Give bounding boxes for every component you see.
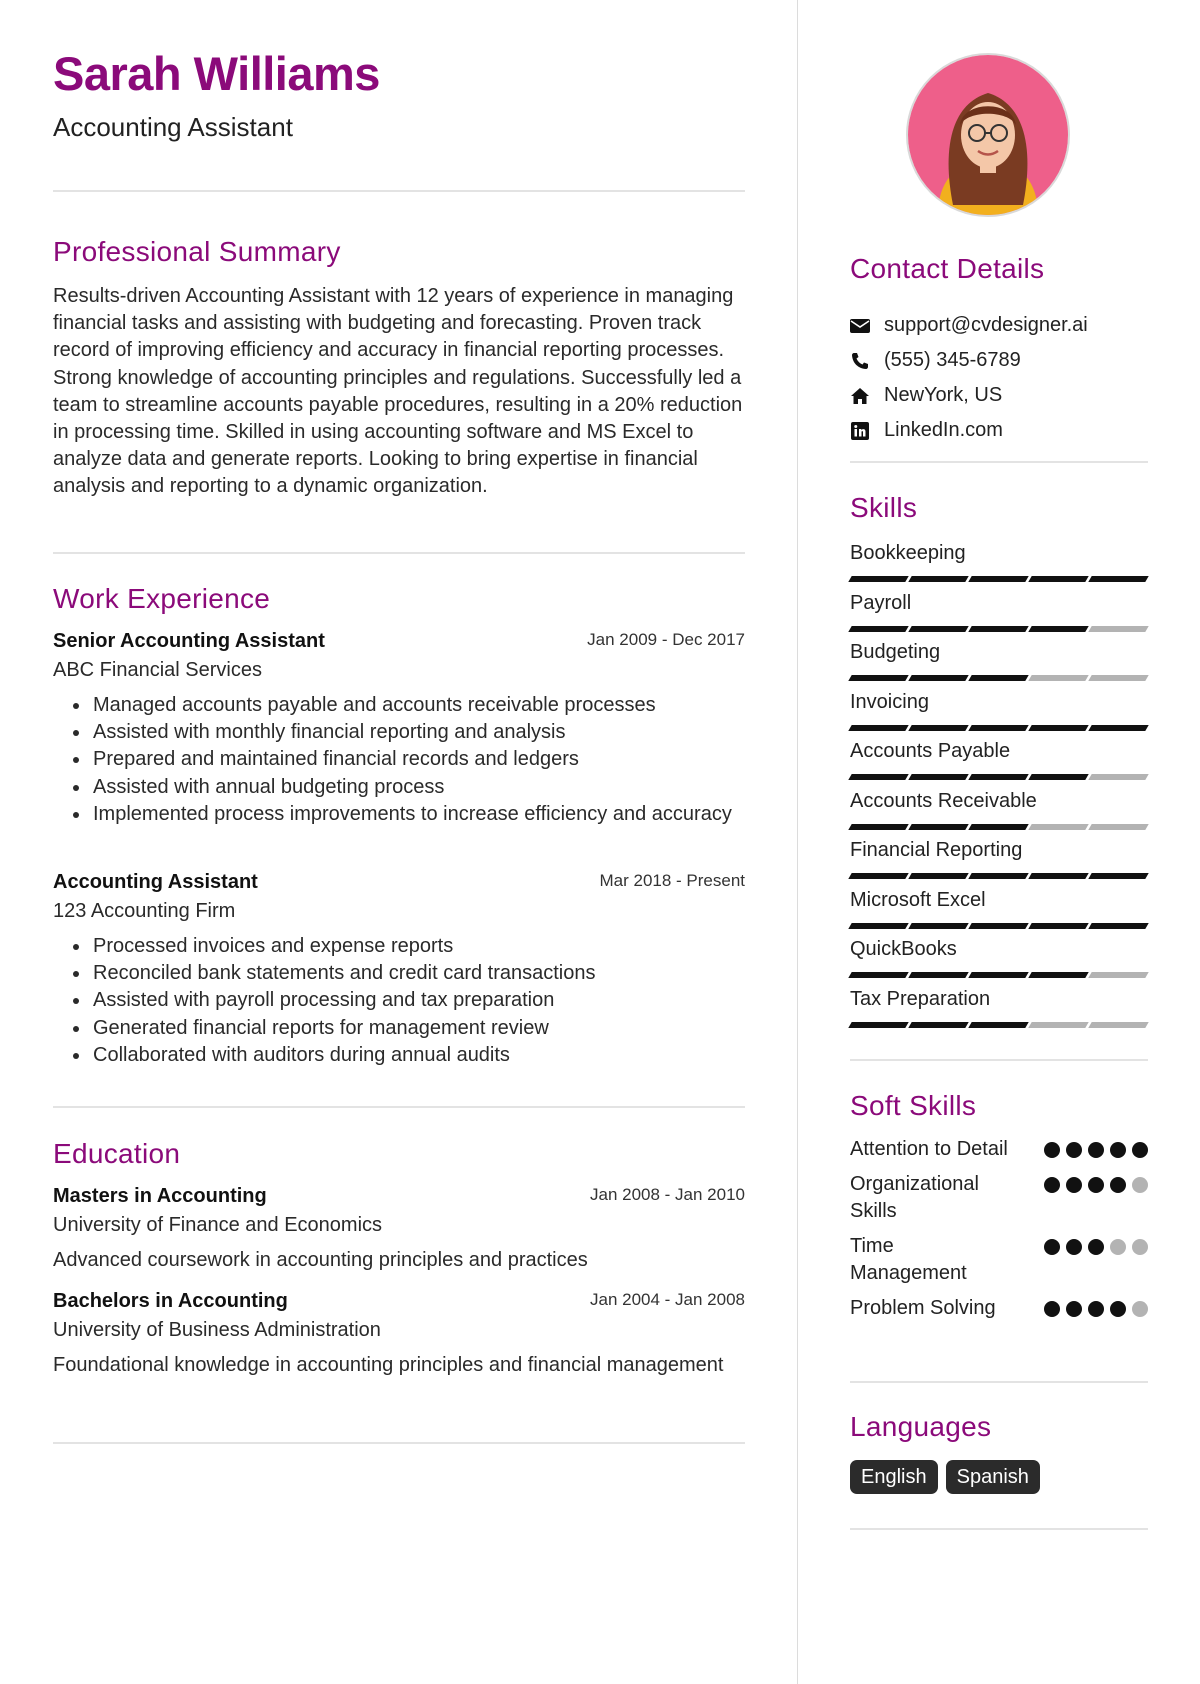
job-bullet: • Processed invoices and expense reports xyxy=(91,933,745,960)
soft-skill-rating xyxy=(1044,1136,1148,1158)
skill-level-segment xyxy=(908,576,968,582)
skill-level-segment xyxy=(1028,675,1088,681)
degree: Masters in Accounting xyxy=(53,1185,267,1207)
skill-item xyxy=(850,590,1148,640)
skill-level-segment xyxy=(908,923,968,929)
skill-level-segment xyxy=(908,824,968,830)
soft-skill-name: Attention to Detail xyxy=(850,1138,1008,1160)
job-role: Accounting Assistant xyxy=(53,871,258,893)
rating-dot xyxy=(1066,1239,1082,1255)
skill-level-segment xyxy=(848,774,908,780)
skill-level-segment xyxy=(968,824,1028,830)
rating-dot xyxy=(1088,1177,1104,1193)
contact-location-text: NewYork, US xyxy=(884,384,1003,406)
job-bullets xyxy=(53,933,745,1069)
rating-dot xyxy=(1044,1177,1060,1193)
summary-divider xyxy=(53,552,745,554)
skill-item xyxy=(850,837,1148,887)
rating-dot xyxy=(1088,1301,1104,1317)
job-bullet: • Managed accounts payable and accounts receivable processes xyxy=(91,692,745,719)
skill-level-bar xyxy=(850,626,1148,632)
languages-divider xyxy=(850,1528,1148,1530)
skill-level-bar xyxy=(850,774,1148,780)
job-bullet: • Reconciled bank statements and credit card transactions xyxy=(91,960,745,987)
column-divider xyxy=(797,0,798,1684)
education-entry xyxy=(53,1185,745,1274)
candidate-name: Sarah Williams xyxy=(53,47,380,100)
skill-level-segment xyxy=(968,1022,1028,1028)
language-tag: Spanish xyxy=(946,1460,1040,1494)
education-divider xyxy=(53,1442,745,1444)
job-company: 123 Accounting Firm xyxy=(53,900,236,922)
soft-skill-item xyxy=(850,1136,1148,1163)
skill-level-segment xyxy=(908,972,968,978)
experience-entry xyxy=(53,630,745,828)
skill-level-segment xyxy=(848,824,908,830)
contact-email-text: support@cvdesigner.ai xyxy=(884,314,1088,336)
languages-heading: Languages xyxy=(850,1411,992,1442)
skill-level-bar xyxy=(850,972,1148,978)
contact-phone[interactable] xyxy=(850,343,1148,378)
skill-level-segment xyxy=(848,576,908,582)
soft-skills-heading: Soft Skills xyxy=(850,1090,977,1121)
avatar-portrait xyxy=(908,55,1068,215)
soft-skill-name: Time Management xyxy=(850,1235,967,1284)
job-bullet: • Assisted with payroll processing and tax preparation xyxy=(91,987,745,1014)
rating-dot xyxy=(1110,1301,1126,1317)
rating-dot xyxy=(1110,1239,1126,1255)
job-company: ABC Financial Services xyxy=(53,659,262,681)
skill-level-bar xyxy=(850,725,1148,731)
education-dates: Jan 2008 - Jan 2010 xyxy=(589,1185,745,1204)
rating-dot xyxy=(1066,1301,1082,1317)
soft-skills-list xyxy=(850,1136,1148,1330)
soft-skill-name: Organizational Skills xyxy=(850,1173,979,1222)
contact-email[interactable] xyxy=(850,308,1148,343)
skill-level-segment xyxy=(1028,576,1088,582)
soft-skill-rating xyxy=(1044,1295,1148,1317)
skill-level-segment xyxy=(1088,1022,1148,1028)
rating-dot xyxy=(1066,1177,1082,1193)
experience-entry xyxy=(53,871,745,1069)
skill-level-segment xyxy=(908,725,968,731)
job-dates: Mar 2018 - Present xyxy=(599,871,745,890)
contact-list xyxy=(850,308,1148,448)
contact-phone-text: (555) 345-6789 xyxy=(884,349,1021,371)
skill-level-segment xyxy=(1088,774,1148,780)
skill-level-segment xyxy=(908,1022,968,1028)
skill-level-segment xyxy=(968,725,1028,731)
skill-item xyxy=(850,788,1148,838)
skill-level-segment xyxy=(968,774,1028,780)
phone-icon xyxy=(850,351,870,371)
skills-heading: Skills xyxy=(850,492,918,523)
skill-level-segment xyxy=(968,675,1028,681)
education-dates: Jan 2004 - Jan 2008 xyxy=(589,1290,745,1309)
skill-name: Financial Reporting xyxy=(850,839,1023,861)
education-description: Foundational knowledge in accounting principles and financial management xyxy=(53,1354,724,1376)
skill-level-segment xyxy=(908,626,968,632)
envelope-icon xyxy=(850,316,870,336)
contact-heading: Contact Details xyxy=(850,253,1045,284)
soft-skill-rating xyxy=(1044,1233,1148,1255)
rating-dot xyxy=(1088,1142,1104,1158)
skill-name: Microsoft Excel xyxy=(850,888,986,911)
contact-linkedin-text: LinkedIn.com xyxy=(884,419,1003,441)
skill-level-bar xyxy=(850,873,1148,879)
skill-name: Bookkeeping xyxy=(850,542,966,564)
skill-level-segment xyxy=(1088,972,1148,978)
education-entry xyxy=(53,1290,745,1379)
soft-skills-divider xyxy=(850,1381,1148,1383)
rating-dot xyxy=(1132,1239,1148,1255)
skills-divider xyxy=(850,1059,1148,1061)
skill-level-segment xyxy=(848,675,908,681)
rating-dot xyxy=(1132,1301,1148,1317)
skill-level-segment xyxy=(1028,774,1088,780)
rating-dot xyxy=(1044,1301,1060,1317)
skill-item xyxy=(850,986,1148,1036)
skill-level-segment xyxy=(848,626,908,632)
skill-name: Tax Preparation xyxy=(850,987,991,1010)
skill-name: QuickBooks xyxy=(850,938,957,960)
contact-location xyxy=(850,378,1148,413)
skill-level-segment xyxy=(1028,972,1088,978)
job-bullet: • Assisted with monthly financial reporting and analysis xyxy=(91,719,745,746)
soft-skill-rating xyxy=(1044,1171,1148,1193)
skill-name: Invoicing xyxy=(850,690,929,713)
job-bullets xyxy=(53,692,745,828)
job-role: Senior Accounting Assistant xyxy=(53,630,325,652)
skill-name: Budgeting xyxy=(850,641,941,663)
skill-level-bar xyxy=(850,923,1148,929)
skill-item xyxy=(850,738,1148,788)
experience-divider xyxy=(53,1106,745,1108)
header-divider xyxy=(53,190,745,192)
skill-item xyxy=(850,540,1148,590)
school: University of Business Administration xyxy=(53,1319,381,1341)
skill-level-segment xyxy=(968,972,1028,978)
skill-name: Payroll xyxy=(850,591,912,614)
skill-level-segment xyxy=(908,774,968,780)
skill-level-segment xyxy=(968,576,1028,582)
rating-dot xyxy=(1044,1142,1060,1158)
skill-item xyxy=(850,639,1148,689)
skill-level-segment xyxy=(1088,725,1148,731)
skill-level-segment xyxy=(848,725,908,731)
job-bullet: • Prepared and maintained financial records and ledgers xyxy=(91,746,745,773)
skill-level-segment xyxy=(1028,824,1088,830)
skill-name: Accounts Payable xyxy=(850,740,1011,762)
soft-skill-item xyxy=(850,1233,1148,1287)
soft-skill-item xyxy=(850,1295,1148,1322)
skill-level-bar xyxy=(850,576,1148,582)
skill-level-segment xyxy=(1028,725,1088,731)
skill-level-segment xyxy=(968,873,1028,879)
skill-level-segment xyxy=(1028,873,1088,879)
skill-item xyxy=(850,689,1148,739)
job-bullet: • Collaborated with auditors during annual audits xyxy=(91,1042,745,1069)
education-heading: Education xyxy=(53,1138,181,1169)
skill-level-segment xyxy=(1088,824,1148,830)
rating-dot xyxy=(1088,1239,1104,1255)
skill-level-bar xyxy=(850,1022,1148,1028)
skill-level-segment xyxy=(1028,1022,1088,1028)
skill-level-segment xyxy=(1028,626,1088,632)
rating-dot xyxy=(1066,1142,1082,1158)
job-bullet: • Implemented process improvements to increase efficiency and accuracy xyxy=(91,801,745,828)
linkedin-icon xyxy=(850,421,870,441)
degree: Bachelors in Accounting xyxy=(53,1290,288,1312)
language-tag: English xyxy=(850,1460,938,1494)
summary-text: Results-driven Accounting Assistant with 12 years of experience in managing financial tasks and assisting with budgeting and forecasting. Proven track record of improving efficiency and accuracy in financial reporting processes. Strong knowledge of accounting principles and regulations. Successfully led a team to streamline accounts payable procedures, resulting in a 20% reduction in processing time. Skilled in using accounting software and MS Excel to analyze data and generate reports. Looking to bring expertise in financial analysis and reporting to a dynamic organization. xyxy=(53,285,743,498)
rating-dot xyxy=(1110,1177,1126,1193)
contact-divider xyxy=(850,461,1148,463)
school: University of Finance and Economics xyxy=(53,1214,383,1236)
skill-level-segment xyxy=(848,923,908,929)
skill-level-segment xyxy=(1088,576,1148,582)
languages-list xyxy=(850,1460,1040,1494)
skill-level-segment xyxy=(968,923,1028,929)
candidate-title: Accounting Assistant xyxy=(53,112,293,142)
soft-skill-item xyxy=(850,1171,1148,1225)
job-dates: Jan 2009 - Dec 2017 xyxy=(587,630,745,649)
experience-heading: Work Experience xyxy=(53,583,271,614)
skill-item xyxy=(850,936,1148,986)
soft-skill-name: Problem Solving xyxy=(850,1297,996,1319)
skill-level-segment xyxy=(908,873,968,879)
skill-level-segment xyxy=(1028,923,1088,929)
skill-level-segment xyxy=(908,675,968,681)
job-bullet: • Generated financial reports for management review xyxy=(91,1015,745,1042)
skill-level-segment xyxy=(848,1022,908,1028)
skill-level-segment xyxy=(1088,873,1148,879)
skill-level-bar xyxy=(850,824,1148,830)
skills-list xyxy=(850,540,1148,1035)
skill-level-segment xyxy=(968,626,1028,632)
skill-name: Accounts Receivable xyxy=(850,789,1037,812)
avatar xyxy=(906,53,1070,217)
skill-level-bar xyxy=(850,675,1148,681)
skill-level-segment xyxy=(848,873,908,879)
rating-dot xyxy=(1132,1142,1148,1158)
job-bullet: • Assisted with annual budgeting process xyxy=(91,774,745,801)
skill-level-segment xyxy=(848,972,908,978)
summary-heading: Professional Summary xyxy=(53,236,341,267)
home-icon xyxy=(850,386,870,406)
skill-level-segment xyxy=(1088,675,1148,681)
skill-level-segment xyxy=(1088,626,1148,632)
contact-linkedin[interactable] xyxy=(850,413,1148,448)
rating-dot xyxy=(1110,1142,1126,1158)
education-description: Advanced coursework in accounting principles and practices xyxy=(53,1249,588,1271)
skill-level-segment xyxy=(1088,923,1148,929)
rating-dot xyxy=(1132,1177,1148,1193)
skill-item xyxy=(850,887,1148,937)
rating-dot xyxy=(1044,1239,1060,1255)
